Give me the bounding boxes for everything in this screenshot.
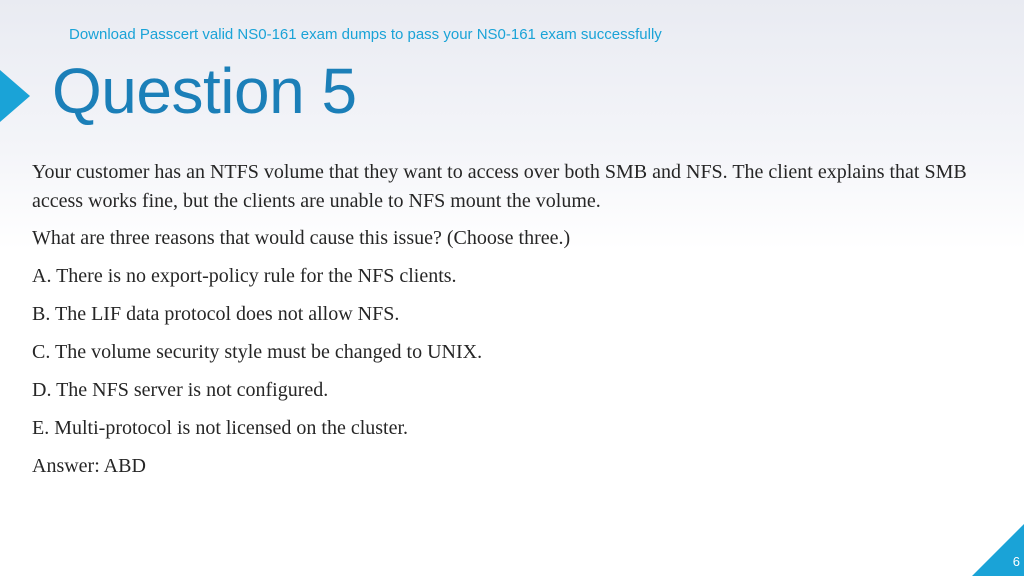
title-arrow-icon	[0, 70, 30, 122]
question-stem: Your customer has an NTFS volume that they want to access over both SMB and NFS. The client explains that SMB access works fine, but the clients are unable to NFS mount the volume.	[32, 161, 967, 212]
option-b: B. The LIF data protocol does not allow NFS.	[32, 303, 400, 325]
option-c: C. The volume security style must be changed to UNIX.	[32, 341, 483, 363]
question-content	[32, 158, 1004, 490]
option-e: E. Multi-protocol is not licensed on the cluster.	[32, 417, 409, 439]
option-a: A. There is no export-policy rule for the NFS clients.	[32, 265, 457, 287]
slide-title: Question 5	[52, 55, 357, 127]
answer-text: Answer: ABD	[32, 455, 146, 477]
option-d: D. The NFS server is not configured.	[32, 379, 329, 401]
download-banner-text: Download Passcert valid NS0-161 exam dumps to pass your NS0-161 exam successfully	[69, 26, 662, 43]
page-number: 6	[1012, 554, 1020, 569]
question-prompt: What are three reasons that would cause this issue? (Choose three.)	[32, 227, 571, 249]
